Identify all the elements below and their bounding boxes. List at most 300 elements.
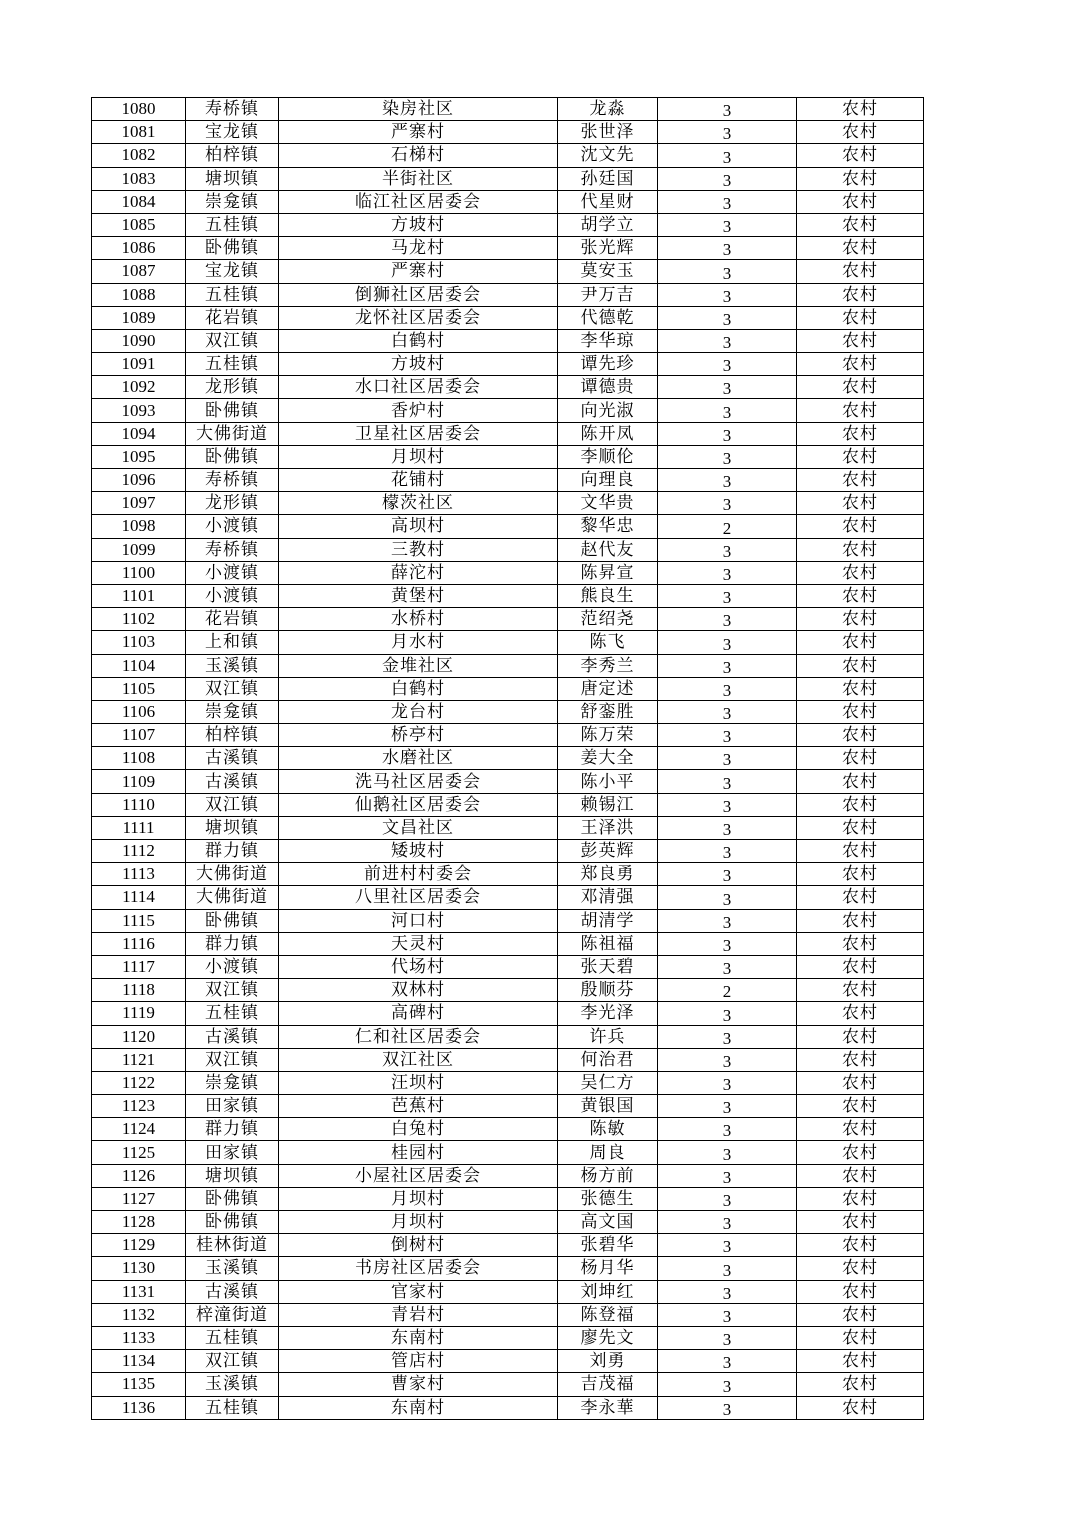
village-cell: 文昌社区 [279,816,558,839]
town-cell: 塘坝镇 [186,1164,279,1187]
name-cell: 邓清强 [558,886,658,909]
name-cell: 陈万荣 [558,724,658,747]
table-row [92,724,924,747]
serial-number-cell: 1099 [92,538,186,561]
name-cell: 李光泽 [558,1002,658,1025]
table-row [92,121,924,144]
table-row [92,608,924,631]
count-cell: 3 [658,329,797,352]
count-cell: 3 [658,700,797,723]
category-cell: 农村 [797,1303,924,1326]
table-row [92,1396,924,1419]
category-cell: 农村 [797,677,924,700]
town-cell: 五桂镇 [186,1396,279,1419]
category-cell: 农村 [797,654,924,677]
table-row [92,1234,924,1257]
serial-number-cell: 1103 [92,631,186,654]
category-cell: 农村 [797,492,924,515]
town-cell: 卧佛镇 [186,1187,279,1210]
name-cell: 张天碧 [558,955,658,978]
category-cell: 农村 [797,422,924,445]
town-cell: 龙形镇 [186,376,279,399]
serial-number-cell: 1095 [92,445,186,468]
name-cell: 王泽洪 [558,816,658,839]
serial-number-cell: 1080 [92,98,186,121]
town-cell: 田家镇 [186,1141,279,1164]
name-cell: 舒銮胜 [558,700,658,723]
town-cell: 桂林街道 [186,1234,279,1257]
count-cell: 2 [658,979,797,1002]
village-cell: 高碑村 [279,1002,558,1025]
count-cell: 3 [658,1071,797,1094]
village-cell: 方坡村 [279,353,558,376]
town-cell: 上和镇 [186,631,279,654]
town-cell: 古溪镇 [186,770,279,793]
name-cell: 陈飞 [558,631,658,654]
table-row [92,1118,924,1141]
table-row [92,955,924,978]
serial-number-cell: 1110 [92,793,186,816]
category-cell: 农村 [797,1350,924,1373]
serial-number-cell: 1118 [92,979,186,1002]
count-cell: 3 [658,492,797,515]
category-cell: 农村 [797,469,924,492]
town-cell: 双江镇 [186,979,279,1002]
town-cell: 崇龛镇 [186,190,279,213]
village-cell: 小屋社区居委会 [279,1164,558,1187]
category-cell: 农村 [797,399,924,422]
category-cell: 农村 [797,1002,924,1025]
name-cell: 文华贵 [558,492,658,515]
village-cell: 双林村 [279,979,558,1002]
count-cell: 3 [658,724,797,747]
town-cell: 花岩镇 [186,306,279,329]
count-cell: 3 [658,445,797,468]
name-cell: 黎华忠 [558,515,658,538]
name-cell: 杨月华 [558,1257,658,1280]
serial-number-cell: 1088 [92,283,186,306]
serial-number-cell: 1125 [92,1141,186,1164]
table-row [92,237,924,260]
count-cell: 3 [658,770,797,793]
village-cell: 石梯村 [279,144,558,167]
count-cell: 3 [658,1303,797,1326]
category-cell: 农村 [797,213,924,236]
serial-number-cell: 1115 [92,909,186,932]
category-cell: 农村 [797,1373,924,1396]
category-cell: 农村 [797,700,924,723]
table-row [92,1211,924,1234]
category-cell: 农村 [797,376,924,399]
count-cell: 3 [658,1048,797,1071]
serial-number-cell: 1090 [92,329,186,352]
category-cell: 农村 [797,237,924,260]
serial-number-cell: 1119 [92,1002,186,1025]
serial-number-cell: 1087 [92,260,186,283]
name-cell: 殷顺芬 [558,979,658,1002]
count-cell: 3 [658,909,797,932]
count-cell: 3 [658,1025,797,1048]
town-cell: 梓潼街道 [186,1303,279,1326]
category-cell: 农村 [797,561,924,584]
town-cell: 小渡镇 [186,955,279,978]
village-cell: 龙台村 [279,700,558,723]
table-row [92,840,924,863]
category-cell: 农村 [797,353,924,376]
serial-number-cell: 1109 [92,770,186,793]
town-cell: 五桂镇 [186,213,279,236]
town-cell: 五桂镇 [186,1002,279,1025]
town-cell: 柏梓镇 [186,724,279,747]
village-cell: 月坝村 [279,1187,558,1210]
category-cell: 农村 [797,816,924,839]
serial-number-cell: 1114 [92,886,186,909]
name-cell: 范绍尧 [558,608,658,631]
village-cell: 卫星社区居委会 [279,422,558,445]
category-cell: 农村 [797,98,924,121]
name-cell: 熊良生 [558,584,658,607]
serial-number-cell: 1136 [92,1396,186,1419]
table-row [92,306,924,329]
serial-number-cell: 1121 [92,1048,186,1071]
village-cell: 临江社区居委会 [279,190,558,213]
table-row [92,515,924,538]
serial-number-cell: 1105 [92,677,186,700]
serial-number-cell: 1112 [92,840,186,863]
village-cell: 桥亭村 [279,724,558,747]
name-cell: 胡学立 [558,213,658,236]
serial-number-cell: 1106 [92,700,186,723]
serial-number-cell: 1104 [92,654,186,677]
table-row [92,793,924,816]
count-cell: 3 [658,1002,797,1025]
name-cell: 代星财 [558,190,658,213]
count-cell: 3 [658,584,797,607]
village-cell: 黄堡村 [279,584,558,607]
category-cell: 农村 [797,840,924,863]
serial-number-cell: 1124 [92,1118,186,1141]
count-cell: 3 [658,1280,797,1303]
name-cell: 沈文先 [558,144,658,167]
town-cell: 五桂镇 [186,353,279,376]
village-cell: 代场村 [279,955,558,978]
name-cell: 谭先珍 [558,353,658,376]
category-cell: 农村 [797,909,924,932]
count-cell: 3 [658,237,797,260]
town-cell: 双江镇 [186,677,279,700]
serial-number-cell: 1131 [92,1280,186,1303]
name-cell: 向理良 [558,469,658,492]
count-cell: 3 [658,840,797,863]
table-row [92,1095,924,1118]
table-row [92,863,924,886]
village-cell: 花铺村 [279,469,558,492]
table-row [92,1002,924,1025]
table-row [92,353,924,376]
town-cell: 寿桥镇 [186,538,279,561]
name-cell: 杨方前 [558,1164,658,1187]
category-cell: 农村 [797,932,924,955]
table-row [92,492,924,515]
count-cell: 3 [658,1373,797,1396]
town-cell: 群力镇 [186,1118,279,1141]
category-cell: 农村 [797,538,924,561]
village-cell: 洗马社区居委会 [279,770,558,793]
count-cell: 3 [658,167,797,190]
count-cell: 3 [658,1095,797,1118]
table-row [92,654,924,677]
village-cell: 半街社区 [279,167,558,190]
category-cell: 农村 [797,724,924,747]
table-row [92,1373,924,1396]
name-cell: 彭英辉 [558,840,658,863]
town-cell: 五桂镇 [186,283,279,306]
category-cell: 农村 [797,1095,924,1118]
count-cell: 3 [658,422,797,445]
table-row [92,1280,924,1303]
name-cell: 李华琼 [558,329,658,352]
table-row [92,770,924,793]
table-row [92,283,924,306]
table-row [92,1187,924,1210]
category-cell: 农村 [797,1280,924,1303]
village-cell: 青岩村 [279,1303,558,1326]
category-cell: 农村 [797,1164,924,1187]
serial-number-cell: 1134 [92,1350,186,1373]
village-cell: 月坝村 [279,445,558,468]
village-cell: 八里社区居委会 [279,886,558,909]
village-cell: 矮坡村 [279,840,558,863]
name-cell: 陈敏 [558,1118,658,1141]
count-cell: 3 [658,353,797,376]
table-row [92,190,924,213]
serial-number-cell: 1127 [92,1187,186,1210]
table-row [92,631,924,654]
category-cell: 农村 [797,631,924,654]
town-cell: 小渡镇 [186,561,279,584]
village-cell: 管店村 [279,1350,558,1373]
village-cell: 桂园村 [279,1141,558,1164]
serial-number-cell: 1098 [92,515,186,538]
town-cell: 龙形镇 [186,492,279,515]
serial-number-cell: 1097 [92,492,186,515]
village-cell: 曹家村 [279,1373,558,1396]
category-cell: 农村 [797,584,924,607]
serial-number-cell: 1093 [92,399,186,422]
name-cell: 许兵 [558,1025,658,1048]
name-cell: 陈小平 [558,770,658,793]
count-cell: 3 [658,816,797,839]
serial-number-cell: 1101 [92,584,186,607]
town-cell: 田家镇 [186,1095,279,1118]
category-cell: 农村 [797,1396,924,1419]
serial-number-cell: 1107 [92,724,186,747]
table-row [92,1326,924,1349]
count-cell: 3 [658,1118,797,1141]
village-cell: 高坝村 [279,515,558,538]
village-cell: 官家村 [279,1280,558,1303]
table-row [92,144,924,167]
serial-number-cell: 1113 [92,863,186,886]
serial-number-cell: 1082 [92,144,186,167]
name-cell: 莫安玉 [558,260,658,283]
village-cell: 檬茨社区 [279,492,558,515]
town-cell: 宝龙镇 [186,121,279,144]
town-cell: 柏梓镇 [186,144,279,167]
town-cell: 双江镇 [186,1350,279,1373]
serial-number-cell: 1081 [92,121,186,144]
town-cell: 卧佛镇 [186,1211,279,1234]
table-row [92,1257,924,1280]
table-row [92,1164,924,1187]
serial-number-cell: 1135 [92,1373,186,1396]
count-cell: 3 [658,260,797,283]
town-cell: 群力镇 [186,932,279,955]
table-row [92,213,924,236]
count-cell: 3 [658,1396,797,1419]
name-cell: 吴仁方 [558,1071,658,1094]
table-row [92,469,924,492]
name-cell: 李永華 [558,1396,658,1419]
count-cell: 3 [658,747,797,770]
serial-number-cell: 1094 [92,422,186,445]
name-cell: 张德生 [558,1187,658,1210]
town-cell: 塘坝镇 [186,167,279,190]
serial-number-cell: 1108 [92,747,186,770]
category-cell: 农村 [797,306,924,329]
category-cell: 农村 [797,979,924,1002]
town-cell: 卧佛镇 [186,445,279,468]
count-cell: 3 [658,121,797,144]
town-cell: 玉溪镇 [186,1373,279,1396]
table-row [92,932,924,955]
table-row [92,561,924,584]
town-cell: 大佛街道 [186,422,279,445]
count-cell: 3 [658,144,797,167]
category-cell: 农村 [797,1048,924,1071]
category-cell: 农村 [797,190,924,213]
town-cell: 玉溪镇 [186,654,279,677]
count-cell: 3 [658,190,797,213]
table-row [92,1025,924,1048]
village-cell: 月水村 [279,631,558,654]
name-cell: 周良 [558,1141,658,1164]
village-cell: 芭蕉村 [279,1095,558,1118]
table-row [92,700,924,723]
count-cell: 3 [658,399,797,422]
village-cell: 水口社区居委会 [279,376,558,399]
category-cell: 农村 [797,1071,924,1094]
table-row [92,376,924,399]
town-cell: 塘坝镇 [186,816,279,839]
table-row [92,909,924,932]
name-cell: 代德乾 [558,306,658,329]
count-cell: 3 [658,1350,797,1373]
table-row [92,538,924,561]
village-cell: 白兔村 [279,1118,558,1141]
name-cell: 何治君 [558,1048,658,1071]
town-cell: 大佛街道 [186,863,279,886]
serial-number-cell: 1111 [92,816,186,839]
serial-number-cell: 1085 [92,213,186,236]
table-row [92,1048,924,1071]
village-cell: 汪坝村 [279,1071,558,1094]
name-cell: 黄银国 [558,1095,658,1118]
town-cell: 双江镇 [186,329,279,352]
name-cell: 张碧华 [558,1234,658,1257]
town-cell: 玉溪镇 [186,1257,279,1280]
town-cell: 大佛街道 [186,886,279,909]
village-cell: 倒树村 [279,1234,558,1257]
count-cell: 3 [658,863,797,886]
serial-number-cell: 1120 [92,1025,186,1048]
table-row [92,677,924,700]
village-cell: 严寨村 [279,121,558,144]
count-cell: 3 [658,1164,797,1187]
name-cell: 张光辉 [558,237,658,260]
town-cell: 寿桥镇 [186,469,279,492]
category-cell: 农村 [797,770,924,793]
village-cell: 东南村 [279,1326,558,1349]
name-cell: 郑良勇 [558,863,658,886]
category-cell: 农村 [797,1326,924,1349]
count-cell: 3 [658,469,797,492]
count-cell: 3 [658,955,797,978]
village-cell: 金堆社区 [279,654,558,677]
town-cell: 古溪镇 [186,1280,279,1303]
town-cell: 双江镇 [186,793,279,816]
serial-number-cell: 1116 [92,932,186,955]
village-cell: 龙怀社区居委会 [279,306,558,329]
count-cell: 3 [658,306,797,329]
table-row [92,584,924,607]
table-row [92,816,924,839]
category-cell: 农村 [797,747,924,770]
count-cell: 3 [658,1257,797,1280]
records-table-body [92,98,924,1420]
village-cell: 染房社区 [279,98,558,121]
table-row [92,1350,924,1373]
village-cell: 东南村 [279,1396,558,1419]
count-cell: 3 [658,376,797,399]
category-cell: 农村 [797,1234,924,1257]
count-cell: 3 [658,1211,797,1234]
count-cell: 3 [658,561,797,584]
name-cell: 陈祖福 [558,932,658,955]
category-cell: 农村 [797,167,924,190]
name-cell: 李秀兰 [558,654,658,677]
serial-number-cell: 1083 [92,167,186,190]
village-cell: 月坝村 [279,1211,558,1234]
village-cell: 方坡村 [279,213,558,236]
category-cell: 农村 [797,955,924,978]
table-row [92,329,924,352]
count-cell: 2 [658,515,797,538]
category-cell: 农村 [797,1257,924,1280]
serial-number-cell: 1102 [92,608,186,631]
table-row [92,445,924,468]
count-cell: 3 [658,1141,797,1164]
serial-number-cell: 1084 [92,190,186,213]
count-cell: 3 [658,631,797,654]
town-cell: 卧佛镇 [186,399,279,422]
count-cell: 3 [658,677,797,700]
name-cell: 赖锡江 [558,793,658,816]
category-cell: 农村 [797,121,924,144]
town-cell: 古溪镇 [186,1025,279,1048]
serial-number-cell: 1122 [92,1071,186,1094]
table-row [92,1141,924,1164]
